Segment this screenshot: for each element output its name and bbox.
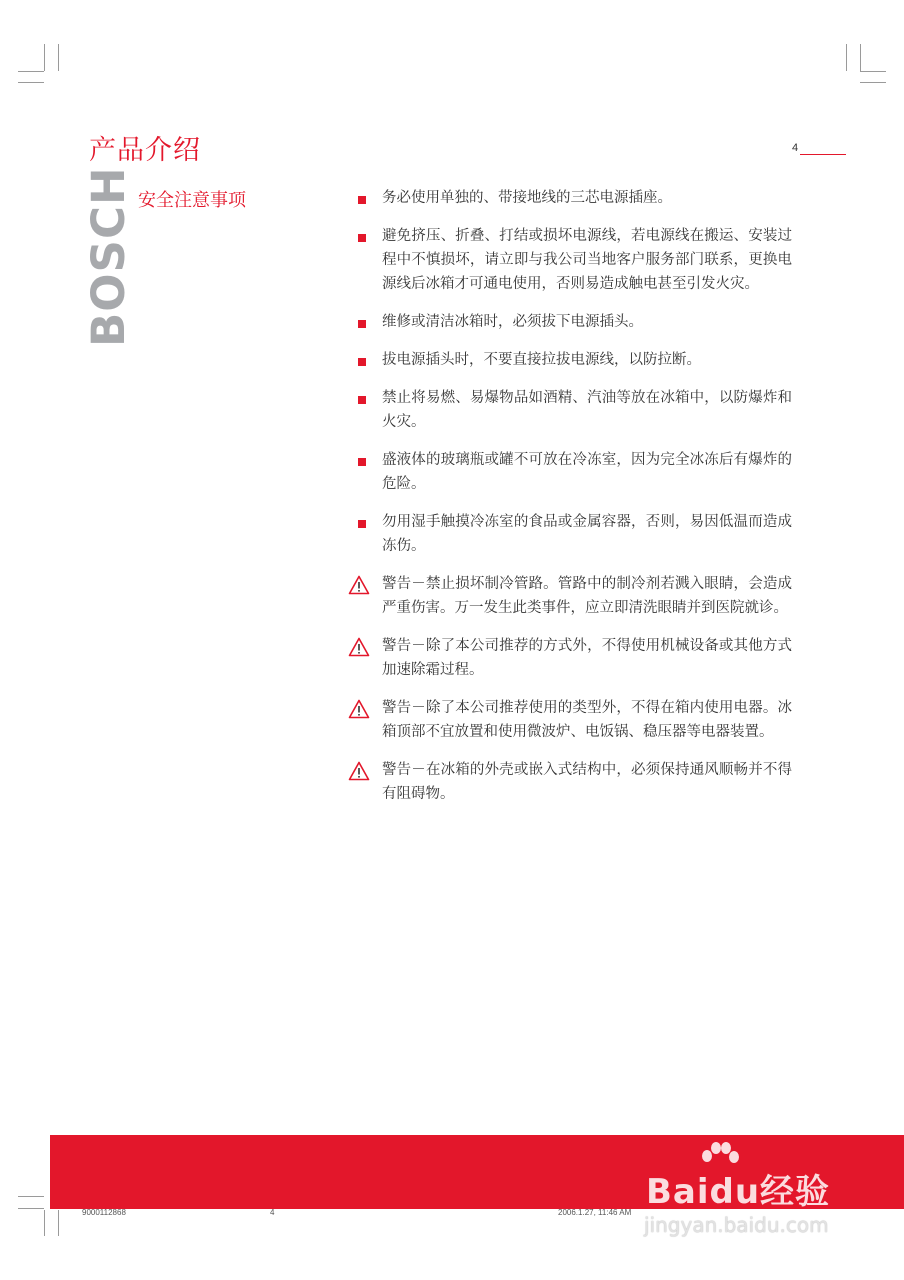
crop-mark [44, 44, 45, 71]
crop-mark [58, 1210, 59, 1236]
square-bullet-icon [358, 320, 366, 328]
item-text: 警告－除了本公司推荐的方式外，不得使用机械设备或其他方式加速除霜过程。 [382, 638, 792, 678]
list-item [346, 696, 792, 744]
list-item [346, 448, 792, 496]
item-text: 警告－禁止损坏制冷管路。管路中的制冷剂若溅入眼睛，会造成严重伤害。万一发生此类事件，应立即清洗眼睛并到医院就诊。 [382, 576, 792, 616]
warning-triangle-icon [348, 637, 370, 657]
square-bullet-icon [358, 358, 366, 366]
item-text: 避免挤压、折叠、打结或损坏电源线，若电源线在搬运、安装过程中不慎损坏，请立即与我公司当地客户服务部门联系，更换电源线后冰箱才可通电使用，否则易造成触电甚至引发火灾。 [382, 228, 792, 292]
list-item [346, 310, 792, 334]
watermark-brand: Baidu经验 [646, 1172, 831, 1212]
warning-triangle-icon [348, 575, 370, 595]
item-text: 警告－除了本公司推荐使用的类型外，不得在箱内使用电器。冰箱顶部不宜放置和使用微波炉、电饭锅、稳压器等电器装置。 [382, 700, 792, 740]
page-number-rule [800, 154, 846, 155]
item-text: 务必使用单独的、带接地线的三芯电源插座。 [382, 190, 672, 206]
item-text: 维修或清洁冰箱时，必须拔下电源插头。 [382, 314, 643, 330]
crop-mark [18, 82, 44, 83]
item-text: 盛液体的玻璃瓶或罐不可放在冷冻室，因为完全冰冻后有爆炸的危险。 [382, 452, 792, 492]
list-item [346, 386, 792, 434]
list-item [346, 634, 792, 682]
crop-mark [18, 1196, 44, 1197]
item-text: 勿用湿手触摸冷冻室的食品或金属容器，否则，易因低温而造成冻伤。 [382, 514, 792, 554]
crop-mark [58, 44, 59, 71]
crop-mark [44, 1210, 45, 1236]
square-bullet-icon [358, 396, 366, 404]
list-item [346, 572, 792, 620]
list-item [346, 758, 792, 806]
crop-mark [18, 71, 44, 72]
section-title: 安全注意事项 [138, 190, 246, 211]
crop-mark [860, 44, 861, 71]
square-bullet-icon [358, 520, 366, 528]
square-bullet-icon [358, 458, 366, 466]
safety-list [346, 186, 792, 820]
square-bullet-icon [358, 196, 366, 204]
warning-triangle-icon [348, 761, 370, 781]
list-item [346, 510, 792, 558]
crop-mark [846, 44, 847, 71]
footer-doc-code: 9000112868 [82, 1208, 126, 1217]
item-text: 警告－在冰箱的外壳或嵌入式结构中，必须保持通风顺畅并不得有阻碍物。 [382, 762, 792, 802]
crop-mark [18, 1208, 44, 1209]
bosch-logo: BOSCH [82, 166, 135, 347]
footer-page: 4 [270, 1208, 275, 1217]
watermark-url: jingyan.baidu.com [644, 1213, 829, 1237]
crop-mark [860, 71, 886, 72]
page-title: 产品介绍 [89, 135, 201, 166]
list-item [346, 186, 792, 210]
page-number: 4 [792, 142, 799, 154]
list-item [346, 348, 792, 372]
warning-triangle-icon [348, 699, 370, 719]
footer-timestamp: 2006.1.27, 11:46 AM [558, 1208, 632, 1217]
square-bullet-icon [358, 234, 366, 242]
crop-mark [860, 82, 886, 83]
baidu-watermark [640, 1140, 880, 1250]
item-text: 拔电源插头时，不要直接拉拔电源线，以防拉断。 [382, 352, 701, 368]
item-text: 禁止将易燃、易爆物品如酒精、汽油等放在冰箱中，以防爆炸和火灾。 [382, 390, 792, 430]
list-item [346, 224, 792, 296]
